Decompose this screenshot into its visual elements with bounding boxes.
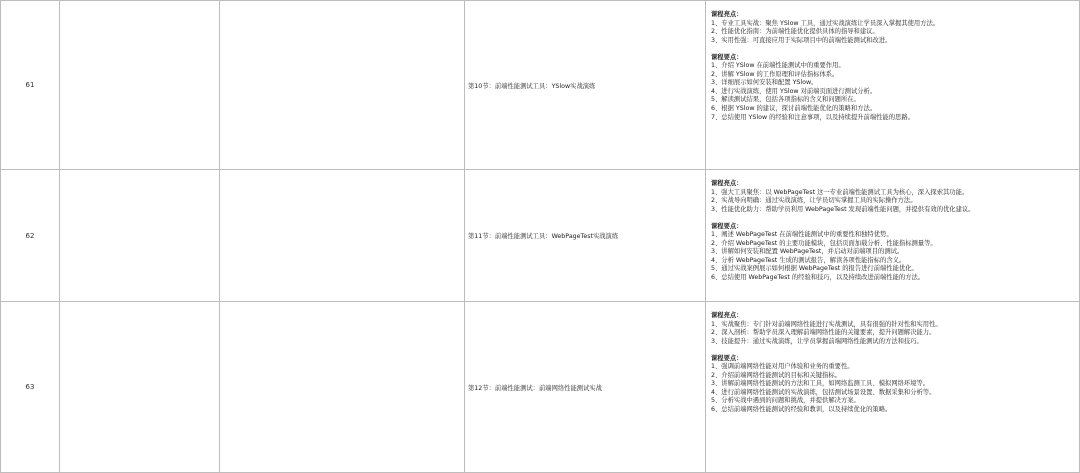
row-number: 62 (0, 170, 60, 302)
table-row (0, 302, 1080, 473)
points-heading: 课程要点： (711, 354, 743, 362)
empty-cell (220, 1, 465, 170)
highlight-item: 1、专业工具实战：聚焦 YSlow 工具，通过实战演练让学员深入掌握其使用方法。 (711, 19, 940, 27)
lesson-title: 第10节：前端性能测试工具：YSlow实战演练 (465, 1, 706, 170)
highlight-item: 3、性能优化助力：帮助学员利用 WebPageTest 发现前端性能问题，并提供有效的优化建议。 (711, 205, 975, 213)
points-heading: 课程要点： (711, 222, 743, 230)
row-number: 61 (0, 1, 60, 170)
lesson-description (706, 170, 1080, 302)
empty-cell (60, 170, 220, 302)
point-item: 6、总结前端网络性能测试的经验和教训，以及持续优化的策略。 (711, 405, 892, 413)
lesson-title: 第11节：前端性能测试工具：WebPageTest实战演练 (465, 170, 706, 302)
highlight-item: 1、强大工具聚焦：以 WebPageTest 这一专业前端性能测试工具为核心，深入探索其功能。 (711, 188, 969, 196)
point-item: 5、解读测试结果，包括各项指标的含义和问题所在。 (711, 96, 860, 104)
point-item: 1、强调前端网络性能对用户体验和业务的重要性。 (711, 363, 854, 371)
table-row (0, 170, 1080, 302)
empty-cell (220, 302, 465, 473)
points-heading: 课程要点： (711, 53, 743, 61)
spacer (711, 45, 1075, 54)
point-item: 1、阐述 WebPageTest 在前端性能测试中的重要性和独特优势。 (711, 231, 893, 239)
row-number: 63 (0, 302, 60, 473)
point-item: 3、讲解前端网络性能测试的方法和工具，如网络监测工具、模拟网络环境等。 (711, 380, 930, 388)
highlight-item: 2、深入剖析：帮助学员深入理解前端网络性能的关键要素，提升问题解决能力。 (711, 329, 936, 337)
point-item: 1、介绍 YSlow 在前端性能测试中的重要作用。 (711, 62, 845, 70)
point-item: 7、总结使用 YSlow 的经验和注意事项，以及持续提升前端性能的思路。 (711, 113, 914, 121)
point-item: 6、根据 YSlow 的建议，探讨前端性能优化的策略和方法。 (711, 104, 877, 112)
point-item: 2、介绍 WebPageTest 的主要功能模块，包括页面加载分析、性能指标测量等。 (711, 239, 937, 247)
spacer (711, 346, 1075, 355)
point-item: 2、介绍前端网络性能测试的目标和关键指标。 (711, 371, 841, 379)
point-item: 2、讲解 YSlow 的工作原理和评估指标体系。 (711, 70, 839, 78)
point-item: 4、分析 WebPageTest 生成的测试报告，解读各项性能指标的含义。 (711, 256, 906, 264)
highlight-item: 3、实用性强：可直接应用于实际项目中的前端性能测试和改进。 (711, 36, 892, 44)
point-item: 5、通过实战案例展示如何根据 WebPageTest 的报告进行前端性能优化。 (711, 265, 918, 273)
highlight-item: 1、实战聚焦：专门针对前端网络性能进行实战测试，具有很强的针对性和实用性。 (711, 320, 942, 328)
highlight-item: 3、技能提升：通过实战演练，让学员掌握前端网络性能测试的方法和技巧。 (711, 337, 923, 345)
highlights-heading: 课程亮点： (711, 312, 743, 319)
highlight-item: 2、性能优化指南：为前端性能优化提供具体的指导和建议。 (711, 28, 879, 36)
point-item: 3、详细展示如何安装和配置 YSlow。 (711, 79, 818, 87)
lesson-description (706, 1, 1080, 170)
highlights-heading: 课程亮点： (711, 11, 743, 18)
empty-cell (60, 1, 220, 170)
point-item: 4、进行实战演练，使用 YSlow 对前端页面进行测试分析。 (711, 87, 877, 95)
highlights-heading: 课程亮点： (711, 180, 743, 187)
highlight-item: 2、实战导向明确：通过实战演练，让学员切实掌握工具的实际操作方法。 (711, 197, 917, 205)
point-item: 4、进行前端网络性能测试的实战演练，包括测试场景设置、数据采集和分析等。 (711, 388, 936, 396)
lesson-title: 第12节：前端性能测试：前端网络性能测试实战 (465, 302, 706, 473)
point-item: 3、讲解如何安装和配置 WebPageTest，并启动对前端项目的测试。 (711, 248, 904, 256)
empty-cell (60, 302, 220, 473)
lesson-description (706, 302, 1080, 473)
empty-cell (220, 170, 465, 302)
point-item: 6、总结使用 WebPageTest 的经验和技巧，以及持续改进前端性能的方法。 (711, 273, 925, 281)
table-row (0, 0, 1080, 170)
point-item: 5、分析实战中遇到的问题和挑战，并提供解决方案。 (711, 397, 860, 405)
spacer (711, 214, 1075, 223)
